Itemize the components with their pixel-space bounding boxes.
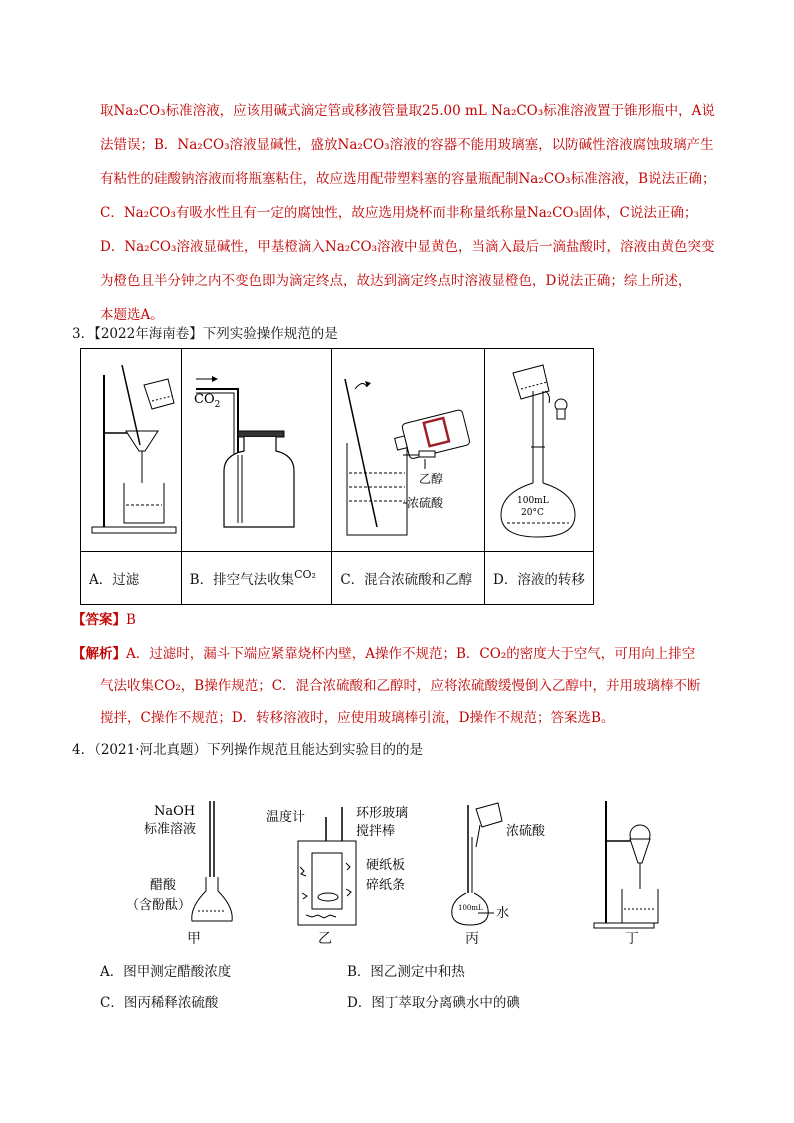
q3-option-b-suffix: CO₂ bbox=[294, 568, 316, 581]
prev-explanation-line-5: D．Na₂CO₃溶液显碱性，甲基橙滴入Na₂CO₃溶液中显黄色，当滴入最后一滴盐酸时，溶液由黄色突变 bbox=[100, 239, 715, 255]
analysis-line-2: 气法收集CO₂，B操作规范；C．混合浓硫酸和乙醇时，应将浓硫酸缓慢倒入乙醇中，并用玻璃棒不断 bbox=[100, 678, 701, 694]
q3-source: 【2022年海南卷】 bbox=[94, 326, 203, 342]
std-solution-label: 标准溶液 bbox=[144, 822, 197, 837]
q3-option-c: C．混合浓硫酸和乙醇 bbox=[332, 552, 485, 605]
prev-explanation-line-4: C．Na₂CO₃有吸水性且有一定的腐蚀性，故应选用烧杯而非称量纸称量Na₂CO₃固体，C说法正确； bbox=[100, 205, 698, 221]
q3-option-b-label: B．排空气法收集 bbox=[189, 572, 295, 588]
cardboard-label: 硬纸板 bbox=[366, 858, 406, 873]
fig-label-ding: 丁 bbox=[625, 931, 639, 947]
q3-analysis bbox=[72, 641, 732, 731]
prev-explanation-line-2: 法错误；B．Na₂CO₃溶液显碱性，盛放Na₂CO₃溶液的容器不能用玻璃塞，以防碱性溶液腐蚀玻璃产生 bbox=[100, 137, 714, 153]
conc-acid-label: 浓硫酸 bbox=[407, 496, 444, 510]
prev-explanation-line-7: 本题选A。 bbox=[100, 307, 164, 323]
prev-explanation-line-3: 有粘性的硅酸钠溶液而将瓶塞粘住，故应选用配带塑料塞的容量瓶配制Na₂CO₃标准溶液，B说法正确； bbox=[100, 171, 716, 187]
glass-rod-label-1: 环形玻璃 bbox=[356, 806, 409, 821]
q3-option-d: D．溶液的转移 bbox=[485, 552, 594, 605]
flask-volume-label: 100mL bbox=[517, 496, 549, 506]
analysis-line-3: 搅拌，C操作不规范；D．转移溶液时，应使用玻璃棒引流，D操作不规范；答案选B。 bbox=[100, 710, 615, 726]
prev-explanation-line-6: 为橙色且半分钟之内不变色即为滴定终点，故达到滴定终点时溶液显橙色，D说法正确；综上所述， bbox=[100, 273, 692, 289]
fig-label-jia: 甲 bbox=[187, 931, 201, 947]
prev-explanation-line-1: 取Na₂CO₃标准溶液，应该用碱式滴定管或移液管量取25.00 mL Na₂CO₃标准溶液置于锥形瓶中，A说 bbox=[100, 103, 715, 119]
fig-label-bing: 丙 bbox=[465, 931, 479, 947]
q3-figure-c bbox=[332, 349, 485, 552]
q3-text: 下列实验操作规范的是 bbox=[202, 326, 338, 342]
answer-value: B bbox=[126, 612, 136, 628]
analysis-line-1 bbox=[72, 641, 732, 667]
volumetric-flask-icon bbox=[485, 355, 593, 545]
glass-rod-label-2: 搅拌棒 bbox=[356, 824, 396, 839]
q3-number: 3． bbox=[72, 326, 95, 342]
q3-options-table bbox=[80, 348, 594, 605]
answer-tag: 【答案】 bbox=[72, 612, 126, 628]
q4-stem bbox=[72, 740, 423, 760]
q4-text: 下列操作规范且能达到实验目的的是 bbox=[207, 742, 423, 758]
acetic-label: 醋酸 bbox=[150, 878, 177, 893]
gas-collection-bottle-icon bbox=[182, 355, 330, 545]
q4-source: （2021·河北真题） bbox=[94, 742, 207, 758]
mixing-acid-ethanol-icon bbox=[333, 355, 483, 545]
q3-figure-d bbox=[485, 349, 594, 552]
co2-label: $CO_2$ bbox=[194, 392, 221, 410]
filtration-apparatus-icon bbox=[82, 355, 180, 545]
q3-figure-b bbox=[181, 349, 332, 552]
q3-figure-a bbox=[81, 349, 182, 552]
dilution-figure bbox=[452, 803, 546, 925]
q3-option-b bbox=[181, 552, 332, 605]
q4-option-c: C．图丙稀释浓硫酸 bbox=[100, 995, 219, 1011]
fig-label-yi: 乙 bbox=[318, 931, 332, 947]
analysis-tag: 【解析】 bbox=[72, 646, 126, 662]
flask-temp-label: 20°C bbox=[521, 508, 544, 518]
ethanol-label: 乙醇 bbox=[419, 472, 444, 486]
conc-acid-label-q4: 浓硫酸 bbox=[506, 824, 546, 839]
q4-number: 4． bbox=[72, 742, 95, 758]
q4-option-d: D．图丁萃取分离碘水中的碘 bbox=[347, 995, 520, 1011]
small-flask-label: 100mL bbox=[458, 904, 483, 912]
q3-option-a: A．过滤 bbox=[81, 552, 182, 605]
prev-explanation bbox=[100, 98, 720, 328]
separatory-funnel-figure bbox=[594, 801, 658, 928]
paper-strips-label: 碎纸条 bbox=[366, 878, 406, 893]
thermometer-label: 温度计 bbox=[266, 810, 306, 825]
q3-answer bbox=[72, 610, 136, 630]
q4-option-b: B．图乙测定中和热 bbox=[347, 964, 465, 980]
calorimeter-figure bbox=[266, 805, 408, 925]
analysis-line-1-text: A．过滤时，漏斗下端应紧靠烧杯内壁，A操作不规范；B．CO₂的密度大于空气，可用向上排空 bbox=[126, 646, 696, 662]
water-label: 水 bbox=[496, 906, 510, 921]
titration-figure bbox=[126, 801, 232, 921]
q4-option-a: A．图甲测定醋酸浓度 bbox=[100, 964, 232, 980]
q4-figures bbox=[120, 782, 680, 952]
phenol-label: （含酚酞） bbox=[126, 898, 192, 913]
naoh-label: NaOH bbox=[154, 804, 196, 819]
q3-stem bbox=[72, 324, 338, 344]
